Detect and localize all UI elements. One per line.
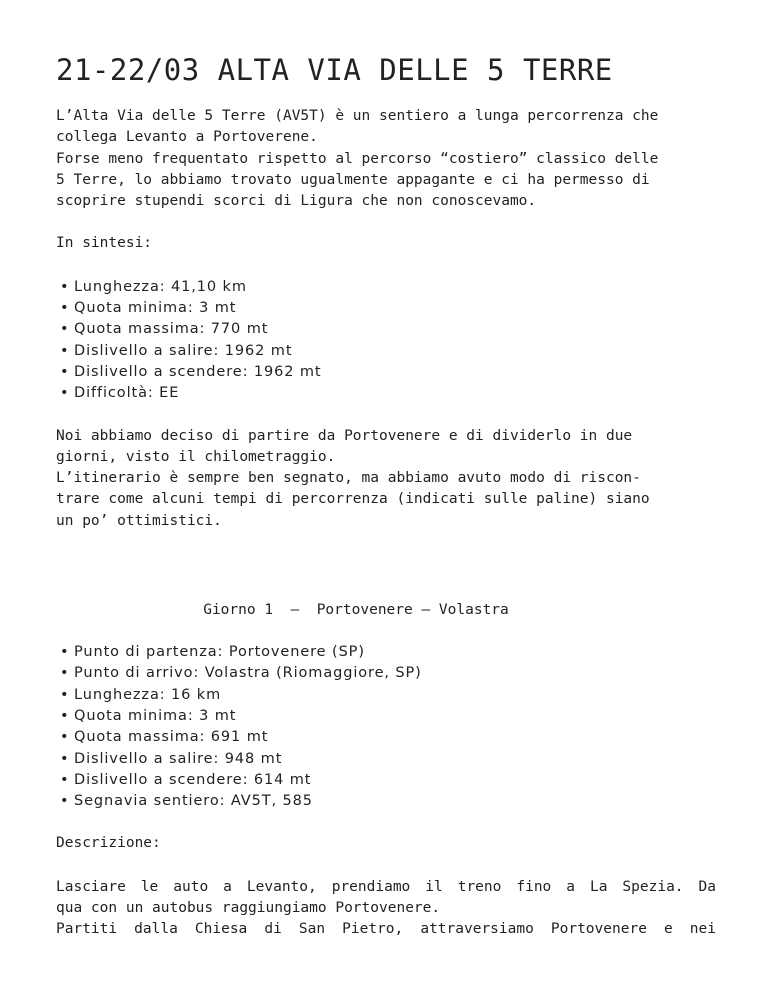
summary-list: [56, 277, 716, 405]
list-item: • Quota massima: 691 mt: [56, 727, 716, 748]
description-line: Partiti dalla Chiesa di San Pietro, attraversiamo Portovenere e nei: [56, 921, 716, 938]
plan-line: un po’ ottimistici.: [56, 512, 222, 529]
list-item: • Punto di arrivo: Volastra (Riomaggiore, SP): [56, 663, 716, 684]
list-item: • Quota minima: 3 mt: [56, 298, 716, 319]
intro-line: 5 Terre, lo abbiamo trovato ugualmente appagante e ci ha permesso di: [56, 171, 650, 188]
description-line: Lasciare le auto a Levanto, prendiamo il treno fino a La Spezia. Da: [56, 878, 716, 895]
list-item: • Segnavia sentiero: AV5T, 585: [56, 791, 716, 812]
intro-line: scoprire stupendi scorci di Ligura che non conoscevamo.: [56, 193, 537, 210]
day1-heading: Giorno 1 – Portovenere – Volastra: [203, 602, 509, 619]
list-item: • Quota minima: 3 mt: [56, 706, 716, 727]
summary-label: In sintesi:: [56, 235, 153, 252]
plan-line: Noi abbiamo deciso di partire da Portovenere e di dividerlo in due: [56, 427, 633, 444]
list-item: • Lunghezza: 16 km: [56, 685, 716, 706]
intro-line: L’Alta Via delle 5 Terre (AV5T) è un sentiero a lunga percorrenza che: [56, 108, 659, 124]
page-title: 21-22/03 ALTA VIA DELLE 5 TERRE: [56, 53, 613, 87]
intro-paragraph: [56, 106, 716, 212]
intro-line: collega Levanto a Portoverene.: [56, 129, 318, 146]
list-item: • Dislivello a salire: 1962 mt: [56, 341, 716, 362]
plan-line: trare come alcuni tempi di percorrenza (indicati sulle paline) siano: [56, 491, 650, 508]
plan-line: L’itinerario è sempre ben segnato, ma abbiamo avuto modo di riscon-: [56, 470, 641, 487]
list-item: • Quota massima: 770 mt: [56, 319, 716, 340]
list-item: • Lunghezza: 41,10 km: [56, 277, 716, 298]
list-item: • Difficoltà: EE: [56, 383, 716, 404]
list-item: • Punto di partenza: Portovenere (SP): [56, 642, 716, 663]
description-line: qua con un autobus raggiungiamo Portovenere.: [56, 900, 441, 917]
plan-line: giorni, visto il chilometraggio.: [56, 448, 336, 465]
list-item: • Dislivello a scendere: 1962 mt: [56, 362, 716, 383]
description-paragraph: [56, 877, 716, 941]
plan-paragraph: [56, 426, 716, 532]
intro-line: Forse meno frequentato rispetto al percorso “costiero” classico delle: [56, 150, 659, 167]
article: [56, 52, 716, 941]
day1-list: [56, 642, 716, 812]
list-item: • Dislivello a scendere: 614 mt: [56, 770, 716, 791]
description-label: Descrizione:: [56, 835, 161, 852]
list-item: • Dislivello a salire: 948 mt: [56, 749, 716, 770]
